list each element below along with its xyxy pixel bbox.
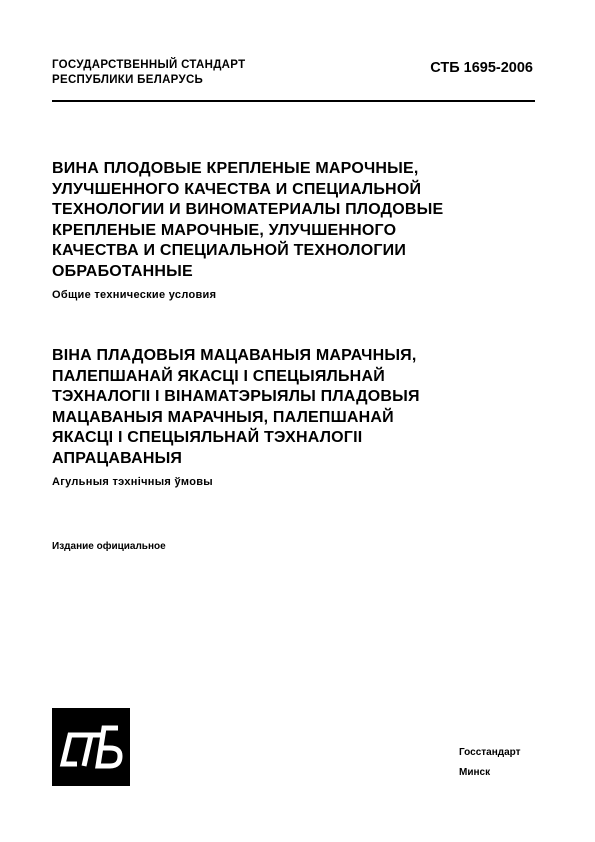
title-by-line: ВІНА ПЛАДОВЫЯ МАЦАВАНЫЯ МАРАЧНЫЯ, (52, 347, 417, 364)
title-ru-line: КАЧЕСТВА И СПЕЦИАЛЬНОЙ ТЕХНОЛОГИИ (52, 242, 407, 260)
title-by-line: МАЦАВАНЫЯ МАРАЧНЫЯ, ПАЛЕПШАНАЙ (52, 408, 394, 426)
title-by-line: ПАЛЕПШАНАЙ ЯКАСЦІ І СПЕЦЫЯЛЬНАЙ (52, 367, 385, 385)
edition-note: Издание официальное (52, 541, 166, 552)
issuing-authority (52, 58, 245, 88)
subtitle-russian: Общие технические условия (52, 288, 217, 301)
title-belarusian (52, 346, 542, 488)
publisher-city: Минск (459, 767, 491, 778)
title-ru-line: ОБРАБОТАННЫЕ (52, 262, 193, 280)
title-by-line: ЯКАСЦІ І СПЕЦЫЯЛЬНАЙ ТЭХНАЛОГІІ (52, 429, 363, 447)
standard-number: СТБ 1695-2006 (430, 60, 533, 76)
title-by-line: ТЭХНАЛОГІІ І ВІНАМАТЭРЫЯЛЫ ПЛАДОВЫЯ (52, 388, 420, 406)
title-ru-line: КРЕПЛЕНЫЕ МАРОЧНЫЕ, УЛУЧШЕННОГО (52, 221, 397, 239)
subtitle-belarusian: Агульныя тэхнічныя ўмовы (52, 475, 213, 488)
publisher-block (459, 743, 521, 783)
title-by-line: АПРАЦАВАНЫЯ (52, 449, 183, 467)
title-ru-line: ТЕХНОЛОГИИ И ВИНОМАТЕРИАЛЫ ПЛОДОВЫЕ (52, 201, 444, 219)
title-ru-line: ВИНА ПЛОДОВЫЕ КРЕПЛЕНЫЕ МАРОЧНЫЕ, (52, 160, 419, 177)
title-russian (52, 159, 542, 301)
publisher-name: Госстандарт (459, 747, 521, 758)
header-divider (52, 100, 535, 102)
title-ru-line: УЛУЧШЕННОГО КАЧЕСТВА И СПЕЦИАЛЬНОЙ (52, 180, 422, 198)
authority-line-1: ГОСУДАРСТВЕННЫЙ СТАНДАРТ (52, 59, 246, 71)
authority-line-2: РЕСПУБЛИКИ БЕЛАРУСЬ (52, 74, 204, 86)
stb-logo-icon (52, 708, 130, 786)
